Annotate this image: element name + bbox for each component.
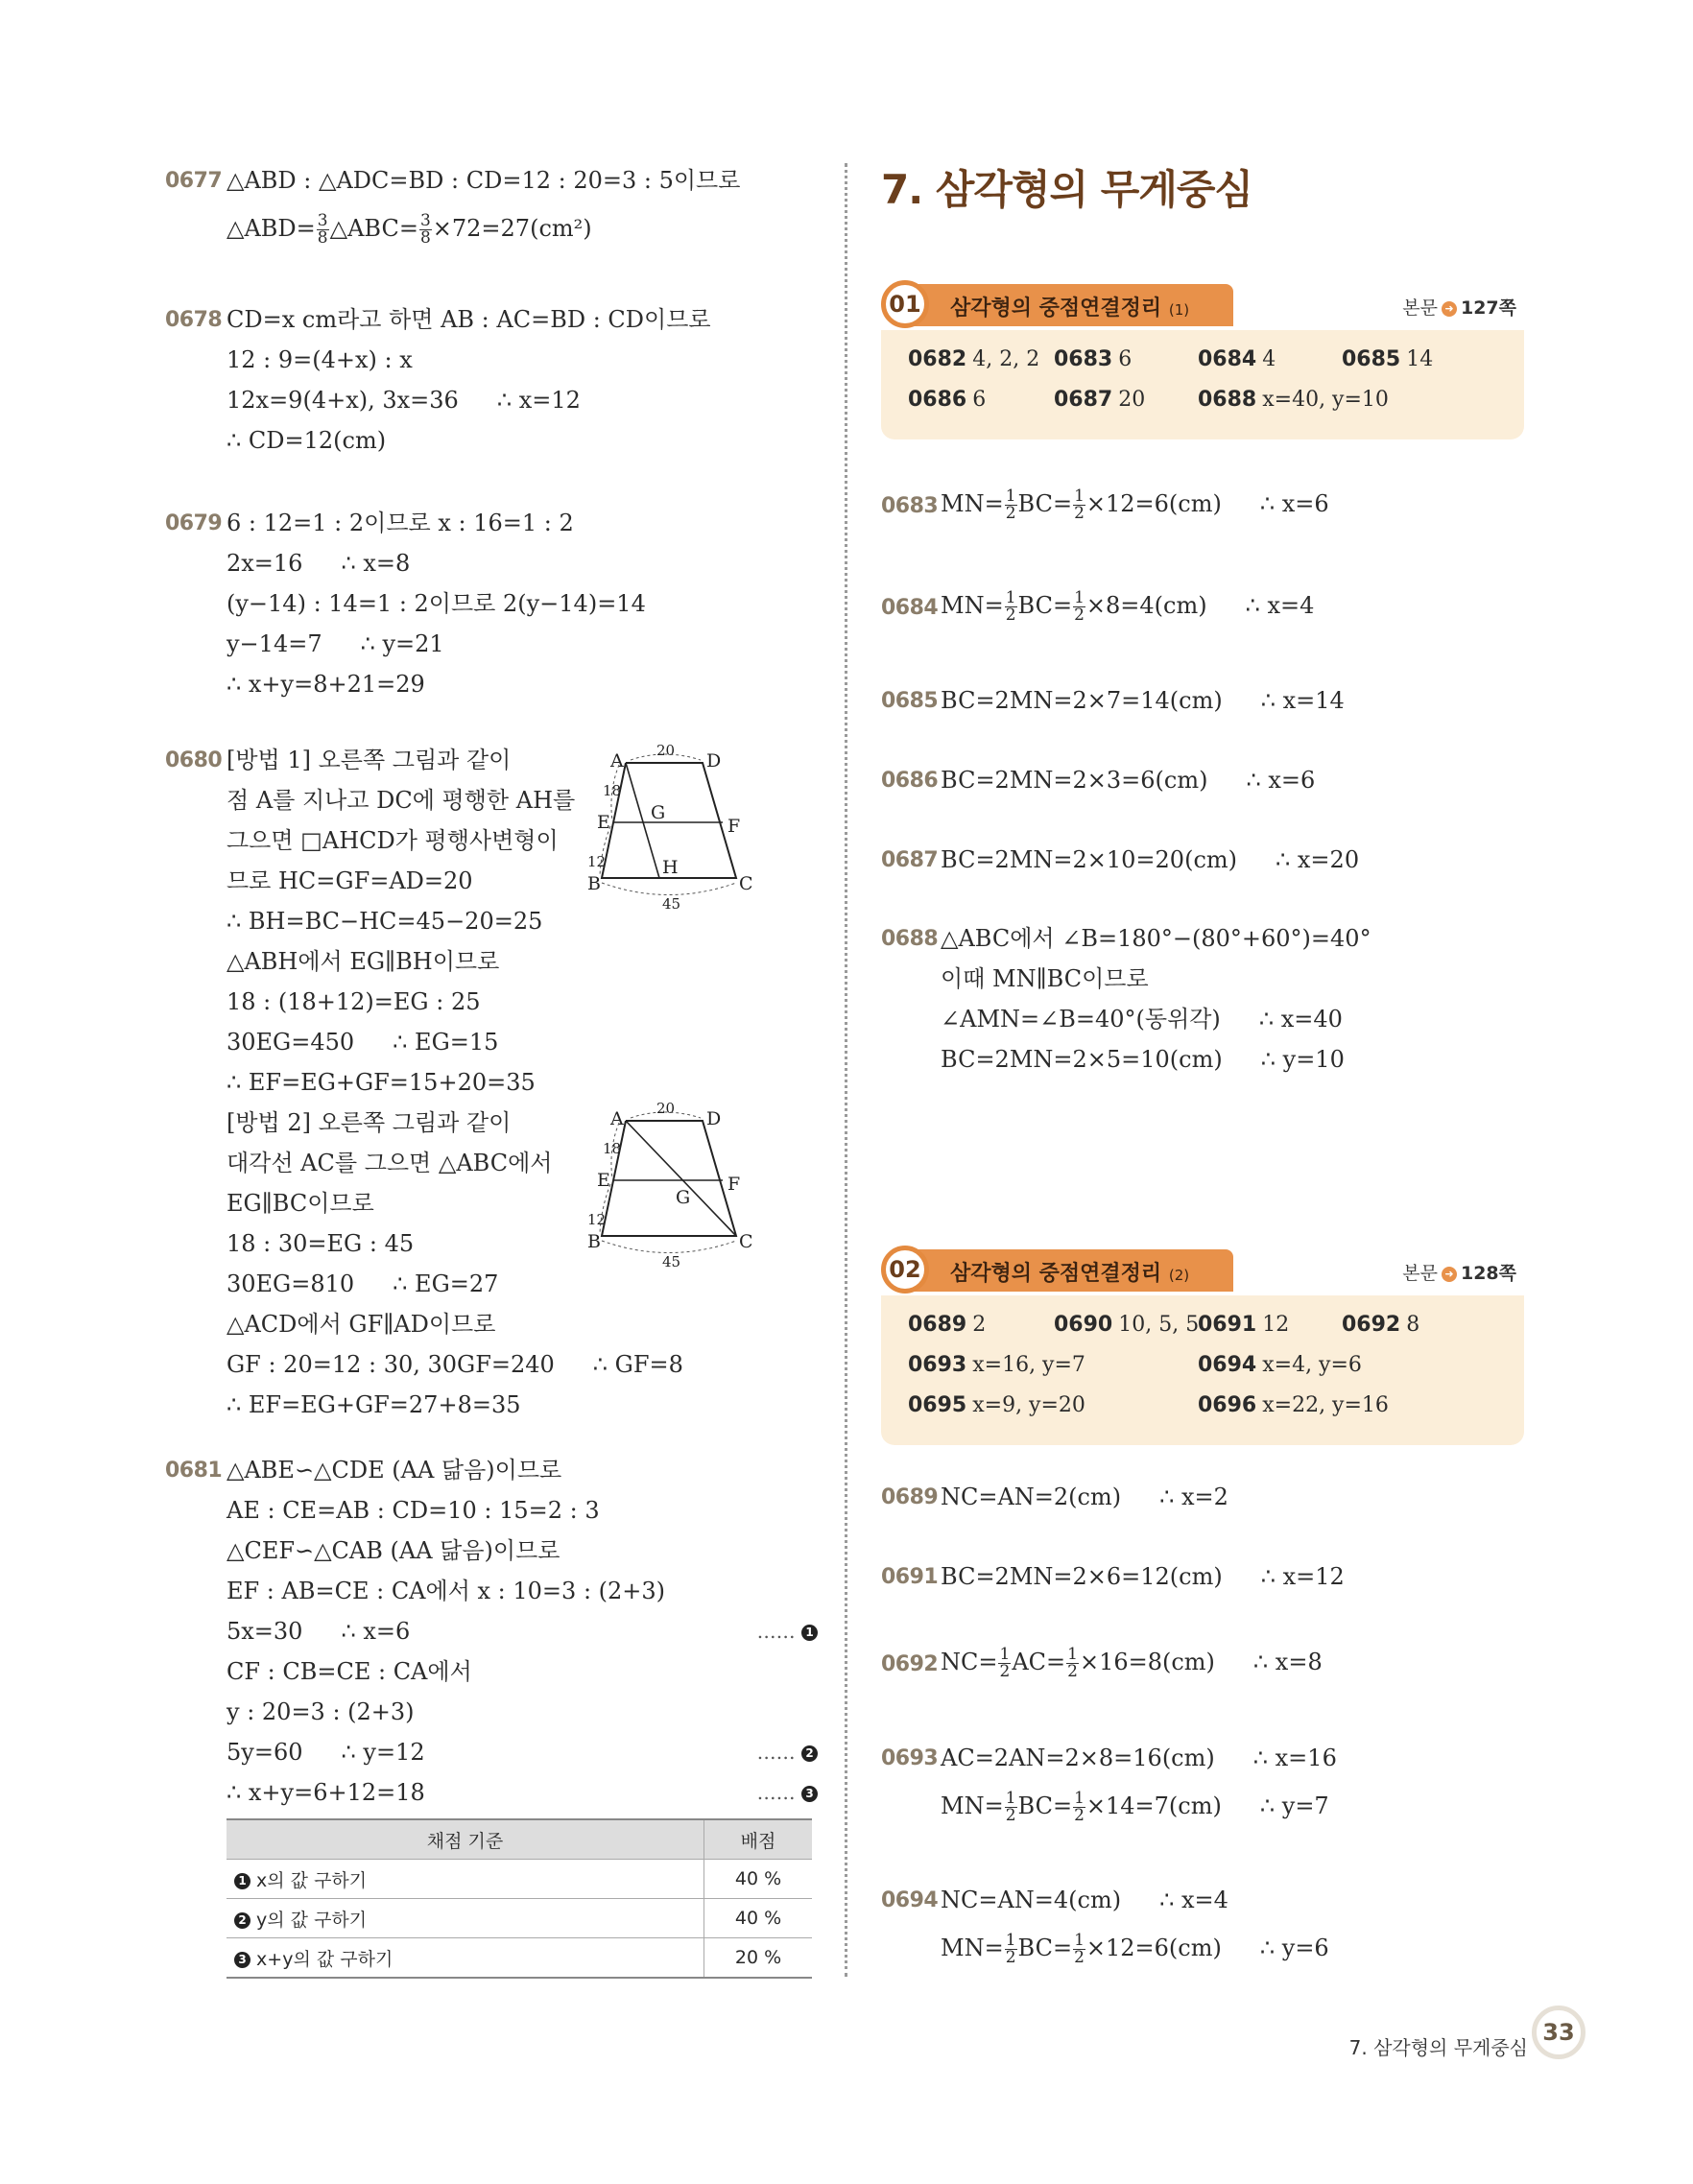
solution-line: BC=2MN=2×3=6(cm) ∴ x=6 — [941, 767, 1316, 794]
solution-line: ∴ CD=12(cm) — [227, 427, 387, 454]
label-f: F — [727, 816, 741, 837]
solution-line: EF : AB=CE : CA에서 x : 10=3 : (2+3) — [227, 1578, 666, 1604]
solution-line: MN= $\frac{1}{2}$ BC= $\frac{1}{2}$ ×8=4(cm) ∴ x=4 — [941, 588, 1315, 625]
problem-number: 0687 — [881, 848, 939, 872]
solution-line: AE : CE=AB : CD=10 : 15=2 : 3 — [227, 1497, 600, 1524]
solution-line: ∴ EF=EG+GF=27+8=35 — [227, 1391, 521, 1418]
answer-item: 0689 2 — [908, 1313, 987, 1337]
solution-line: NC=AN=2(cm) ∴ x=2 — [941, 1484, 1228, 1510]
solution-line: △ABD : △ADC=BD : CD=12 : 20=3 : 5이므로 — [227, 167, 741, 194]
table-header-points: 배점 — [704, 1819, 813, 1860]
problem-number: 0680 — [165, 748, 223, 772]
label-b: B — [587, 873, 601, 894]
label-c: C — [739, 1231, 753, 1252]
solution-line: 6 : 12=1 : 2이므로 x : 16=1 : 2 — [227, 510, 574, 536]
section-02 — [881, 1246, 1524, 1445]
section-title: 삼각형의 중점연결정리 (2) — [950, 1262, 1190, 1286]
solution-line: y : 20=3 : (2+3) — [227, 1698, 415, 1725]
solution-line: EG∥BC이므로 — [227, 1190, 374, 1217]
section-badge: 02 — [881, 1246, 929, 1294]
solution-line: 12x=9(4+x), 3x=36 ∴ x=12 — [227, 387, 581, 414]
label-left-top: 18 — [603, 782, 622, 799]
arrow-right-icon: ➜ — [1442, 1267, 1457, 1282]
section-badge: 01 — [881, 280, 929, 328]
solution-line: [방법 1] 오른쪽 그림과 같이 — [227, 747, 512, 773]
label-left-top: 18 — [603, 1140, 622, 1157]
label-f: F — [727, 1174, 741, 1195]
solution-line: △ABC에서 ∠B=180°−(80°+60°)=40° — [941, 925, 1371, 952]
solution-line: MN= $\frac{1}{2}$ BC= $\frac{1}{2}$ ×12=6(cm) ∴ x=6 — [941, 487, 1329, 523]
answer-item: 0694 x=4, y=6 — [1198, 1353, 1362, 1377]
page-reference[interactable]: 본문 ➜ 128쪽 — [1402, 1263, 1516, 1284]
step-circle: 1 — [801, 1625, 818, 1641]
step-marker: …… 2 — [757, 1741, 818, 1764]
problem-number: 0677 — [165, 169, 223, 193]
step-marker: …… 1 — [757, 1620, 818, 1643]
table-row: 2 y의 값 구하기 40 % — [227, 1899, 812, 1938]
solution-line: △ABD= $\frac{3}{8}$ △ABC= $\frac{3}{8}$ ×72=27(cm²) — [227, 211, 592, 248]
solution-line: ∠AMN=∠B=40°(동위각) ∴ x=40 — [941, 1006, 1343, 1033]
solution-line: 그으면 □AHCD가 평행사변형이 — [227, 827, 559, 854]
label-c: C — [739, 873, 753, 894]
table-row: 3 x+y의 값 구하기 20 % — [227, 1938, 812, 1979]
solution-line: 대각선 AC를 그으면 △ABC에서 — [227, 1150, 553, 1176]
trapezoid-figure-2 — [587, 1102, 827, 1274]
label-left-bot: 12 — [587, 853, 607, 870]
arrow-right-icon: ➜ — [1442, 301, 1457, 317]
label-d: D — [706, 1108, 722, 1129]
solution-line: (y−14) : 14=1 : 2이므로 2(y−14)=14 — [227, 590, 646, 617]
solution-line: CD=x cm라고 하면 AB : AC=BD : CD이므로 — [227, 306, 711, 333]
solution-line: ∴ BH=BC−HC=45−20=25 — [227, 908, 543, 935]
solution-line: △ABE∽△CDE (AA 닮음)이므로 — [227, 1457, 562, 1484]
answer-item: 0683 6 — [1054, 347, 1133, 371]
solution-line: BC=2MN=2×10=20(cm) ∴ x=20 — [941, 846, 1360, 873]
solution-line: BC=2MN=2×7=14(cm) ∴ x=14 — [941, 687, 1345, 714]
solution-line: 5x=30 ∴ x=6 — [227, 1618, 411, 1645]
answer-item: 0695 x=9, y=20 — [908, 1393, 1085, 1417]
fraction: $\frac{3}{8}$ — [419, 211, 431, 248]
solution-line: y−14=7 ∴ y=21 — [227, 630, 444, 657]
label-g: G — [676, 1187, 691, 1208]
section-header — [881, 1246, 1524, 1295]
solution-line: 5y=60 ∴ y=12 — [227, 1739, 425, 1766]
answer-item: 0693 x=16, y=7 — [908, 1353, 1085, 1377]
answer-box — [881, 1295, 1524, 1445]
problem-number: 0686 — [881, 769, 939, 793]
step-circle: 3 — [801, 1786, 818, 1802]
solution-line: 18 : (18+12)=EG : 25 — [227, 988, 481, 1015]
answer-item: 0685 14 — [1342, 347, 1434, 371]
answer-item: 0690 10, 5, 5 — [1054, 1313, 1200, 1337]
problem-number: 0683 — [881, 494, 939, 518]
label-d: D — [706, 750, 722, 772]
solution-line: 30EG=810 ∴ EG=27 — [227, 1270, 499, 1297]
solution-line: [방법 2] 오른쪽 그림과 같이 — [227, 1109, 512, 1136]
solution-line: BC=2MN=2×5=10(cm) ∴ y=10 — [941, 1046, 1345, 1073]
step-marker: …… 3 — [757, 1781, 818, 1804]
fraction: $\frac{3}{8}$ — [317, 211, 328, 248]
solution-line: GF : 20=12 : 30, 30GF=240 ∴ GF=8 — [227, 1351, 683, 1378]
solution-line: AC=2AN=2×8=16(cm) ∴ x=16 — [941, 1745, 1337, 1771]
section-01 — [881, 280, 1524, 439]
label-b: B — [587, 1231, 601, 1252]
solution-line: 이때 MN∥BC이므로 — [941, 965, 1149, 992]
label-top: 20 — [656, 1102, 676, 1117]
problem-number: 0679 — [165, 511, 223, 535]
label-e: E — [597, 1170, 610, 1191]
answer-item: 0688 x=40, y=10 — [1198, 388, 1389, 412]
answer-item: 0686 6 — [908, 388, 987, 412]
problem-number: 0694 — [881, 1888, 939, 1912]
solution-line: △CEF∽△CAB (AA 닮음)이므로 — [227, 1537, 560, 1564]
scoring-table — [227, 1818, 812, 1979]
page-number: 33 — [1532, 2006, 1586, 2059]
label-bottom: 45 — [662, 895, 681, 913]
chapter-title: 7. 삼각형의 무게중심 — [881, 166, 1252, 213]
problem-number: 0689 — [881, 1485, 939, 1509]
answer-item: 0692 8 — [1342, 1313, 1420, 1337]
solution-line: 점 A를 지나고 DC에 평행한 AH를 — [227, 787, 576, 814]
solution-line: ∴ x+y=6+12=18 — [227, 1779, 425, 1806]
problem-number: 0693 — [881, 1746, 939, 1770]
label-a: A — [610, 1108, 624, 1129]
solution-line: ∴ x+y=8+21=29 — [227, 671, 425, 698]
solution-line: NC= $\frac{1}{2}$ AC= $\frac{1}{2}$ ×16=8(cm) ∴ x=8 — [941, 1645, 1323, 1681]
problem-number: 0688 — [881, 927, 939, 951]
solution-line: △ABH에서 EG∥BH이므로 — [227, 948, 500, 975]
label-h: H — [662, 857, 679, 878]
footer-chapter-label: 7. 삼각형의 무게중심 — [1348, 2036, 1528, 2059]
problem-number: 0692 — [881, 1652, 939, 1676]
answer-item: 0687 20 — [1054, 388, 1146, 412]
trapezoid-figure-1 — [587, 744, 827, 916]
solution-line: 12 : 9=(4+x) : x — [227, 346, 413, 373]
section-title: 삼각형의 중점연결정리 (1) — [950, 297, 1190, 320]
label-top: 20 — [656, 744, 676, 759]
label-e: E — [597, 812, 610, 833]
solution-line: ∴ EF=EG+GF=15+20=35 — [227, 1069, 536, 1096]
label-g: G — [651, 802, 666, 823]
problem-number: 0684 — [881, 596, 939, 620]
solution-line: 2x=16 ∴ x=8 — [227, 550, 411, 577]
label-left-bot: 12 — [587, 1211, 607, 1228]
answer-item: 0682 4, 2, 2 — [908, 347, 1040, 371]
solution-line: 30EG=450 ∴ EG=15 — [227, 1029, 499, 1056]
solution-line: NC=AN=4(cm) ∴ x=4 — [941, 1887, 1228, 1913]
problem-number: 0685 — [881, 689, 939, 713]
answer-item: 0684 4 — [1198, 347, 1276, 371]
table-header-criteria: 채점 기준 — [227, 1819, 704, 1860]
problem-number: 0691 — [881, 1565, 939, 1589]
answer-box — [881, 330, 1524, 439]
label-a: A — [610, 750, 624, 772]
section-header — [881, 280, 1524, 330]
solution-line: △ACD에서 GF∥AD이므로 — [227, 1311, 496, 1338]
problem-number: 0678 — [165, 308, 223, 332]
page-reference[interactable]: 본문 ➜ 127쪽 — [1402, 297, 1516, 319]
answer-item: 0696 x=22, y=16 — [1198, 1393, 1389, 1417]
label-bottom: 45 — [662, 1253, 681, 1270]
column-divider — [845, 163, 847, 1977]
solution-line: BC=2MN=2×6=12(cm) ∴ x=12 — [941, 1563, 1345, 1590]
step-circle: 2 — [801, 1745, 818, 1762]
solution-line: 므로 HC=GF=AD=20 — [227, 867, 473, 894]
solution-line: MN= $\frac{1}{2}$ BC= $\frac{1}{2}$ ×12=6(cm) ∴ y=6 — [941, 1931, 1329, 1967]
solution-line: 18 : 30=EG : 45 — [227, 1230, 415, 1257]
answer-item: 0691 12 — [1198, 1313, 1290, 1337]
table-row: 1 x의 값 구하기 40 % — [227, 1860, 812, 1899]
problem-number: 0681 — [165, 1459, 223, 1483]
solution-line: MN= $\frac{1}{2}$ BC= $\frac{1}{2}$ ×14=7(cm) ∴ y=7 — [941, 1789, 1329, 1825]
solution-line: CF : CB=CE : CA에서 — [227, 1658, 472, 1685]
